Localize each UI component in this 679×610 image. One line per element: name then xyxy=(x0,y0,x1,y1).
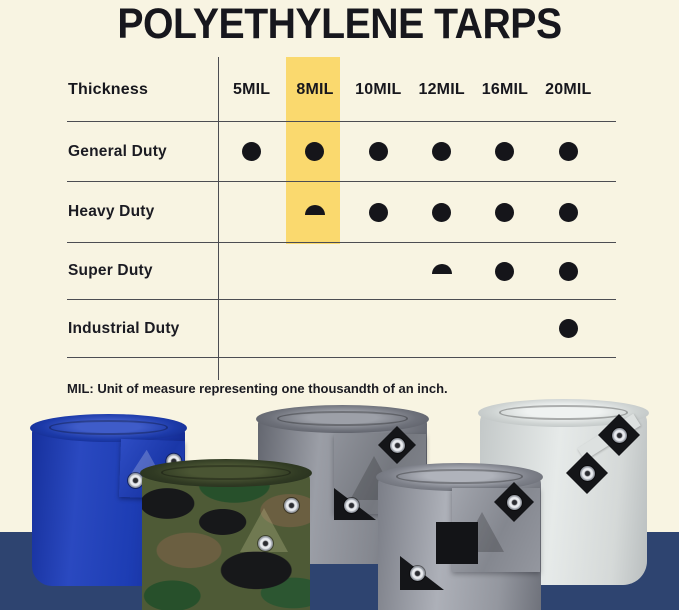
availability-dot xyxy=(432,142,451,161)
cell-industrial-duty-20mil xyxy=(537,300,600,357)
table-row xyxy=(67,243,616,300)
availability-dot xyxy=(432,203,451,222)
table-row xyxy=(67,182,616,243)
thickness-label: Thickness xyxy=(68,80,149,98)
availability-dot xyxy=(559,262,578,281)
availability-half-dot xyxy=(305,205,325,215)
cell-heavy-duty-16mil xyxy=(473,182,536,242)
grommet-icon xyxy=(612,428,627,443)
row-cells xyxy=(220,182,600,242)
mil-definition-note: MIL: Unit of measure representing one thousandth of an inch. xyxy=(67,381,448,396)
row-label: Industrial Duty xyxy=(68,319,180,337)
row-cells xyxy=(220,243,600,299)
grommet-icon xyxy=(344,498,359,513)
cell-heavy-duty-20mil xyxy=(537,182,600,242)
column-header-20mil: 20MIL xyxy=(545,80,592,98)
availability-dot xyxy=(559,142,578,161)
row-label: Heavy Duty xyxy=(68,203,155,220)
rolled-edge xyxy=(140,459,312,487)
cell-super-duty-8mil xyxy=(283,243,346,299)
cell-heavy-duty-5mil xyxy=(220,182,283,242)
grommet-icon xyxy=(580,466,595,481)
table-header-columns xyxy=(220,58,600,121)
column-header-10mil: 10MIL xyxy=(355,80,402,98)
column-header-8mil: 8MIL xyxy=(296,80,334,98)
grommet-icon xyxy=(284,498,299,513)
grommet-icon xyxy=(507,495,522,510)
cell-heavy-duty-10mil xyxy=(347,182,410,242)
table-header-row xyxy=(67,58,616,122)
cell-industrial-duty-16mil xyxy=(473,300,536,357)
availability-dot xyxy=(559,203,578,222)
row-cells xyxy=(220,300,600,357)
availability-dot xyxy=(495,142,514,161)
cell-general-duty-8mil xyxy=(283,122,346,181)
cell-general-duty-20mil xyxy=(537,122,600,181)
availability-dot xyxy=(559,319,578,338)
cell-industrial-duty-12mil xyxy=(410,300,473,357)
cell-industrial-duty-5mil xyxy=(220,300,283,357)
cell-general-duty-5mil xyxy=(220,122,283,181)
availability-dot xyxy=(495,203,514,222)
grommet-icon xyxy=(258,536,273,551)
rolled-edge xyxy=(30,414,187,442)
cell-super-duty-5mil xyxy=(220,243,283,299)
corner-protector xyxy=(436,522,478,564)
availability-dot xyxy=(369,203,388,222)
row-label: Super Duty xyxy=(68,262,153,279)
column-header-5mil: 5MIL xyxy=(233,80,271,98)
grommet-icon xyxy=(410,566,425,581)
cell-super-duty-16mil xyxy=(473,243,536,299)
cell-super-duty-12mil xyxy=(410,243,473,299)
cell-heavy-duty-12mil xyxy=(410,182,473,242)
availability-dot xyxy=(495,262,514,281)
cell-general-duty-16mil xyxy=(473,122,536,181)
tarp-product-scene xyxy=(0,400,679,610)
page-title: POLYETHYLENE TARPS xyxy=(117,1,562,48)
row-cells xyxy=(220,122,600,181)
table-row xyxy=(67,300,616,358)
camouflage-tarp-roll xyxy=(142,468,310,610)
cell-super-duty-10mil xyxy=(347,243,410,299)
availability-dot xyxy=(242,142,261,161)
cell-heavy-duty-8mil xyxy=(283,182,346,242)
cell-super-duty-20mil xyxy=(537,243,600,299)
column-header-12mil: 12MIL xyxy=(418,80,465,98)
cell-industrial-duty-10mil xyxy=(347,300,410,357)
availability-dot xyxy=(369,142,388,161)
row-label: General Duty xyxy=(68,142,167,160)
grommet-icon xyxy=(390,438,405,453)
cell-general-duty-10mil xyxy=(347,122,410,181)
thickness-table xyxy=(67,58,616,358)
availability-dot xyxy=(305,142,324,161)
cell-industrial-duty-8mil xyxy=(283,300,346,357)
cell-general-duty-12mil xyxy=(410,122,473,181)
column-header-16mil: 16MIL xyxy=(481,80,529,98)
availability-half-dot xyxy=(432,264,452,274)
rolled-edge xyxy=(256,405,429,433)
table-body xyxy=(67,122,616,358)
table-row xyxy=(67,122,616,182)
silver-tarp-roll xyxy=(378,472,541,610)
